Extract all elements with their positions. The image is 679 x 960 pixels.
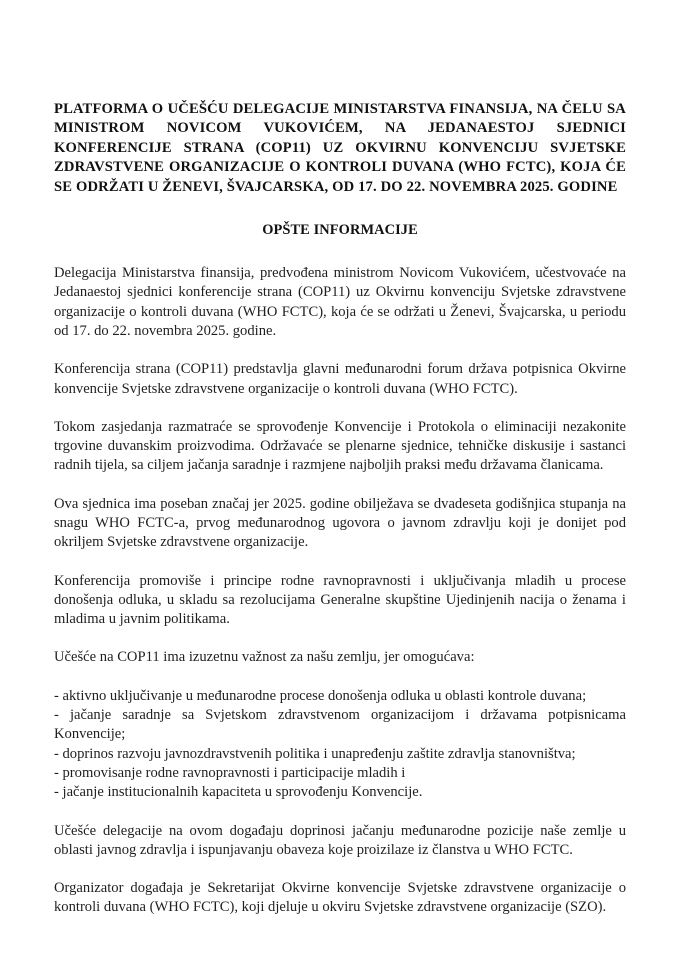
- document-content: [54, 100, 626, 918]
- list-item: - doprinos razvoju javnozdravstvenih politika i unapređenju zaštite zdravlja stanovništva;: [54, 745, 576, 762]
- list-item: - promovisanje rodne ravnopravnosti i participacije mladih i: [54, 764, 406, 781]
- paragraph-cop11-forum: Konferencija strana (COP11) predstavlja glavni međunarodni forum država potpisnica Okvirne konvencije Svjetske zdravstvene organizacije o kontroli duvana (WHO FCTC).: [54, 361, 626, 397]
- benefits-list: [54, 687, 626, 803]
- list-item: - jačanje institucionalnih kapaciteta u sprovođenju Konvencije.: [54, 784, 423, 801]
- paragraph-organizer: Organizator događaja je Sekretarijat Okvirne konvencije Svjetske zdravstvene organizacije o kontroli duvana (WHO FCTC), koji djeluje u okviru Svjetske zdravstvene organizacije (SZO).: [54, 880, 626, 916]
- paragraph-session-agenda: Tokom zasjedanja razmatraće se sprovođenje Konvencije i Protokola o eliminaciji nezakonite trgovine duvanskim proizvodima. Održavaće se plenarne sjednice, tehničke diskusije i sastanci radnih tijela, sa ciljem jačanja saradnje i razmjene najboljih praksi među državama članicama.: [54, 418, 626, 474]
- section-heading-general-information: OPŠTE INFORMACIJE: [262, 222, 418, 239]
- paragraph-delegation-intro: Delegacija Ministarstva finansija, predvođena ministrom Novicom Vukovićem, učestvovaće na Jedanaestoj sjednici konferencije strana (COP11) uz Okvirnu konvenciju Svjetske zdravstvene organizacije o kontroli duvana (WHO FCTC), koja će se održati u Ženevi, Švajcarska, u periodu od 17. do 22. novembra 2025. godine.: [54, 265, 626, 339]
- paragraph-international-position: Učešće delegacije na ovom događaju doprinosi jačanju međunarodne pozicije naše zemlje u oblasti javnog zdravlja i ispunjavanju obaveza koje proizilaze iz članstva u WHO FCTC.: [54, 822, 626, 858]
- paragraph-anniversary: Ova sjednica ima poseban značaj jer 2025. godine obilježava se dvadeseta godišnjica stupanja na snagu WHO FCTC-a, prvog međunarodnog ugovora o javnom zdravlju koji je donijet pod okriljem Svjetske zdravstvene organizacije.: [54, 495, 626, 551]
- paragraph-importance-lead-in: Učešće na COP11 ima izuzetnu važnost za našu zemlju, jer omogućava:: [54, 649, 475, 666]
- list-item: - aktivno uključivanje u međunarodne procese donošenja odluka u oblasti kontrole duvana;: [54, 687, 587, 704]
- paragraph-gender-youth: Konferencija promoviše i principe rodne ravnopravnosti i uključivanja mladih u procese donošenja odluka, u skladu sa rezolucijama Generalne skupštine Ujedinjenih nacija o ženama i mladima u javnim politikama.: [54, 572, 626, 628]
- list-item: - jačanje saradnje sa Svjetskom zdravstvenom organizacijom i državama potpisnicama Konvencije;: [54, 707, 626, 743]
- document-title: PLATFORMA O UČEŠĆU DELEGACIJE MINISTARSTVA FINANSIJA, NA ČELU SA MINISTROM NOVICOM VUKOVIĆEM, NA JEDANAESTOJ SJEDNICI KONFERENCIJE STRANA (COP11) UZ OKVIRNU KONVENCIJU SVJETSKE ZDRAVSTVENE ORGANIZACIJE O KONTROLI DUVANA (WHO FCTC), KOJA ĆE SE ODRŽATI U ŽENEVI, ŠVAJCARSKA, OD 17. DO 22. NOVEMBRA 2025. GODINE: [54, 101, 626, 195]
